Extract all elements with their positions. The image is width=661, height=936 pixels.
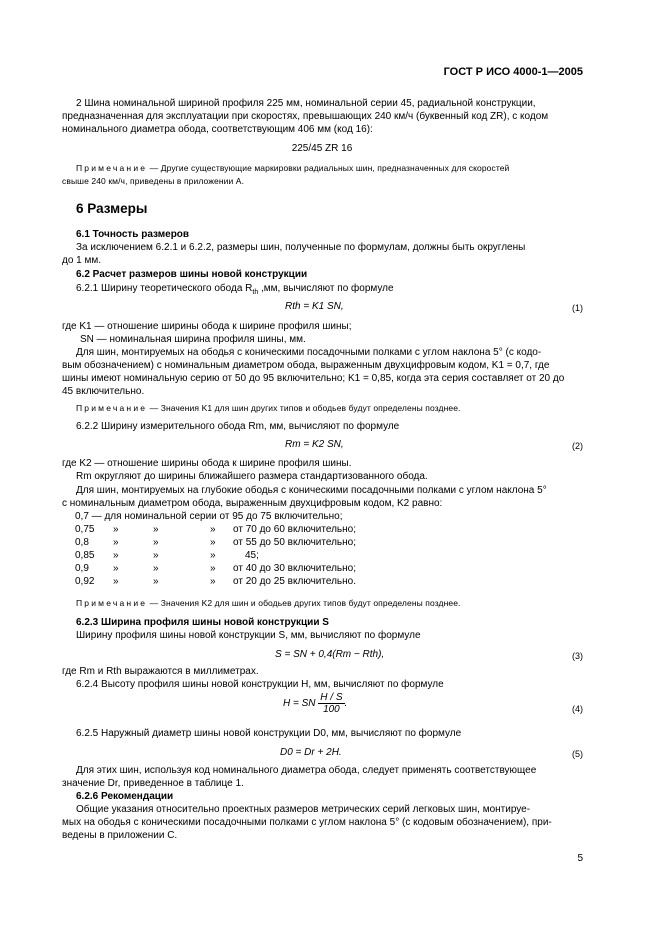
note-2-text: — Значения K1 для шин других типов и ободьев будут определены позднее. <box>149 403 461 413</box>
where-2-line-2: Rm округляют до ширины ближайшего размера стандартизованного обода. <box>76 471 428 482</box>
k2-series-range: 45; <box>245 550 259 561</box>
k2-series-range: от 70 до 60 включительно; <box>233 524 356 535</box>
section-6-1-heading: 6.1 Точность размеров <box>76 229 190 240</box>
where-1-line-2: SN — номинальная ширина профиля шины, мм. <box>80 334 306 345</box>
section-6-1-line-1: За исключением 6.2.1 и 6.2.2, размеры шин, полученные по формулам, должны быть округлены <box>76 242 526 253</box>
para-2-line-2: с номинальным диаметром обода, выраженным двухцифровым кодом, K2 равно: <box>62 498 443 509</box>
formula-4-numerator: H / S <box>320 692 343 703</box>
rth-subscript: th <box>252 289 259 296</box>
ditto-mark: » <box>113 550 119 561</box>
example-line-2: предназначенная для эксплуатации при скоростях, превышающих 240 км/ч (буквенный код ZR), с кодом <box>62 111 549 122</box>
note-label: Примечание <box>76 163 148 173</box>
formula-4-fraction <box>318 692 344 715</box>
para-6-line-1: Общие указания относительно проектных размеров метрических серий легковых шин, монтируе- <box>76 804 531 815</box>
para-1-line-2: вым обозначением) с номинальным диаметром обода, выраженным двухцифровым кодом, K1 = 0,7, где <box>62 360 550 371</box>
section-6-2-3-heading: 6.2.3 Ширина профиля шины новой конструкции S <box>76 617 329 628</box>
where-2-line-1: где K2 — отношение ширины обода к ширине профиля шины. <box>62 458 352 469</box>
ditto-mark: » <box>210 537 216 548</box>
ditto-mark: » <box>113 524 119 535</box>
section-6-2-4-line: 6.2.4 Высоту профиля шины новой конструкции H, мм, вычисляют по формуле <box>76 679 444 690</box>
para-1-line-3: шины имеют номинальную серию от 50 до 95 включительно; K1 = 0,85, когда эта серия составляет от 20 до <box>62 373 565 384</box>
note-1-line-2: свыше 240 км/ч, приведены в приложении А. <box>62 176 245 186</box>
section-6-1-line-2: до 1 мм. <box>62 255 102 266</box>
ditto-mark: » <box>113 537 119 548</box>
para-1-line-1: Для шин, монтируемых на ободья с коническими посадочными полками с углом наклона 5° (с кодо- <box>76 347 542 358</box>
k2-value: 0,92 <box>75 576 95 587</box>
section-6-2-1-text: 6.2.1 Ширину теоретического обода R <box>76 283 253 294</box>
formula-3-number: (3) <box>572 651 583 661</box>
k2-first-row: 0,7 — для номинальной серии от 95 до 75 включительно; <box>75 511 343 522</box>
formula-1: Rth = K1 SN, <box>285 301 344 312</box>
ditto-mark: » <box>210 576 216 587</box>
para-6-line-3: ведены в приложении С. <box>62 830 178 841</box>
formula-2: Rm = K2 SN, <box>285 439 344 450</box>
section-6-2-1-line <box>62 282 596 299</box>
para-1-line-4: 45 включительно. <box>62 386 145 397</box>
ditto-mark: » <box>153 550 159 561</box>
note-3-text: — Значения K2 для шин и ободьев других типов будут определены позднее. <box>149 598 461 608</box>
note-3-label: Примечание <box>76 598 148 608</box>
formula-4-number: (4) <box>572 704 583 714</box>
formula-4-left: H = SN <box>283 698 316 710</box>
formula-5-number: (5) <box>572 749 583 759</box>
ditto-mark: » <box>113 576 119 587</box>
para-2-line-1: Для шин, монтируемых на глубокие ободья с коническими посадочными полками с углом наклона 5° <box>76 485 547 496</box>
ditto-mark: » <box>210 524 216 535</box>
section-6-2-5-line: 6.2.5 Наружный диаметр шины новой конструкции D0, мм, вычисляют по формуле <box>76 728 462 739</box>
tyre-designation: 225/45 ZR 16 <box>291 143 353 154</box>
ditto-mark: » <box>153 524 159 535</box>
ditto-mark: » <box>113 563 119 574</box>
ditto-mark: » <box>210 563 216 574</box>
k2-series-range: от 40 до 30 включительно; <box>233 563 356 574</box>
k2-value: 0,85 <box>75 550 95 561</box>
example-line-1: 2 Шина номинальной шириной профиля 225 мм, номинальной серии 45, радиальной конструкции, <box>76 98 536 109</box>
formula-2-number: (2) <box>572 441 583 451</box>
para-5-line-1: Для этих шин, используя код номинального диаметра обода, следует применять соответствующее <box>76 765 537 776</box>
note-2 <box>62 402 596 415</box>
para-6-line-2: мых на ободья с коническими посадочными полками с углом наклона 5° (с кодовым обозначением), при- <box>62 817 552 828</box>
note-2-label: Примечание <box>76 403 148 413</box>
section-6-heading: 6 Размеры <box>76 201 148 216</box>
document-header: ГОСТ Р ИСО 4000-1—2005 <box>443 66 583 78</box>
k2-value: 0,9 <box>75 563 89 574</box>
ditto-mark: » <box>153 563 159 574</box>
formula-5: D0 = Dr + 2H. <box>280 747 342 758</box>
k2-series-range: от 55 до 50 включительно; <box>233 537 356 548</box>
where-1-line-1: где K1 — отношение ширины обода к ширине профиля шины; <box>62 321 352 332</box>
k2-value: 0,75 <box>75 524 95 535</box>
example-line-3: номинального диаметра обода, соответствующим 406 мм (код 16): <box>62 124 373 135</box>
formula-4: H = SN $\frac{H / S}{100}$ . <box>283 692 348 715</box>
note-1-line-1 <box>62 162 596 175</box>
k2-value: 0,8 <box>75 537 89 548</box>
section-6-2-heading: 6.2 Расчет размеров шины новой конструкции <box>76 269 308 280</box>
ditto-mark: » <box>210 550 216 561</box>
formula-1-number: (1) <box>572 303 583 313</box>
section-6-2-2-line: 6.2.2 Ширину измерительного обода Rm, мм, вычисляют по формуле <box>76 421 400 432</box>
ditto-mark: » <box>153 576 159 587</box>
note-text: — Другие существующие маркировки радиальных шин, предназначенных для скоростей <box>149 163 510 173</box>
para-5-line-2: значение Dr, приведенное в таблице 1. <box>62 778 244 789</box>
formula-3: S = SN + 0,4(Rm − Rth), <box>275 649 385 660</box>
section-6-2-3-line: Ширину профиля шины новой конструкции S, мм, вычисляют по формуле <box>76 630 421 641</box>
section-6-2-1-tail: ,мм, вычисляют по формуле <box>258 283 394 294</box>
page-number: 5 <box>577 853 583 864</box>
formula-4-denominator: 100 <box>323 704 340 715</box>
k2-series-range: от 20 до 25 включительно. <box>233 576 356 587</box>
section-6-2-6-heading: 6.2.6 Рекомендации <box>76 791 174 802</box>
where-3: где Rm и Rth выражаются в миллиметрах. <box>62 666 259 677</box>
note-3 <box>62 597 596 610</box>
ditto-mark: » <box>153 537 159 548</box>
